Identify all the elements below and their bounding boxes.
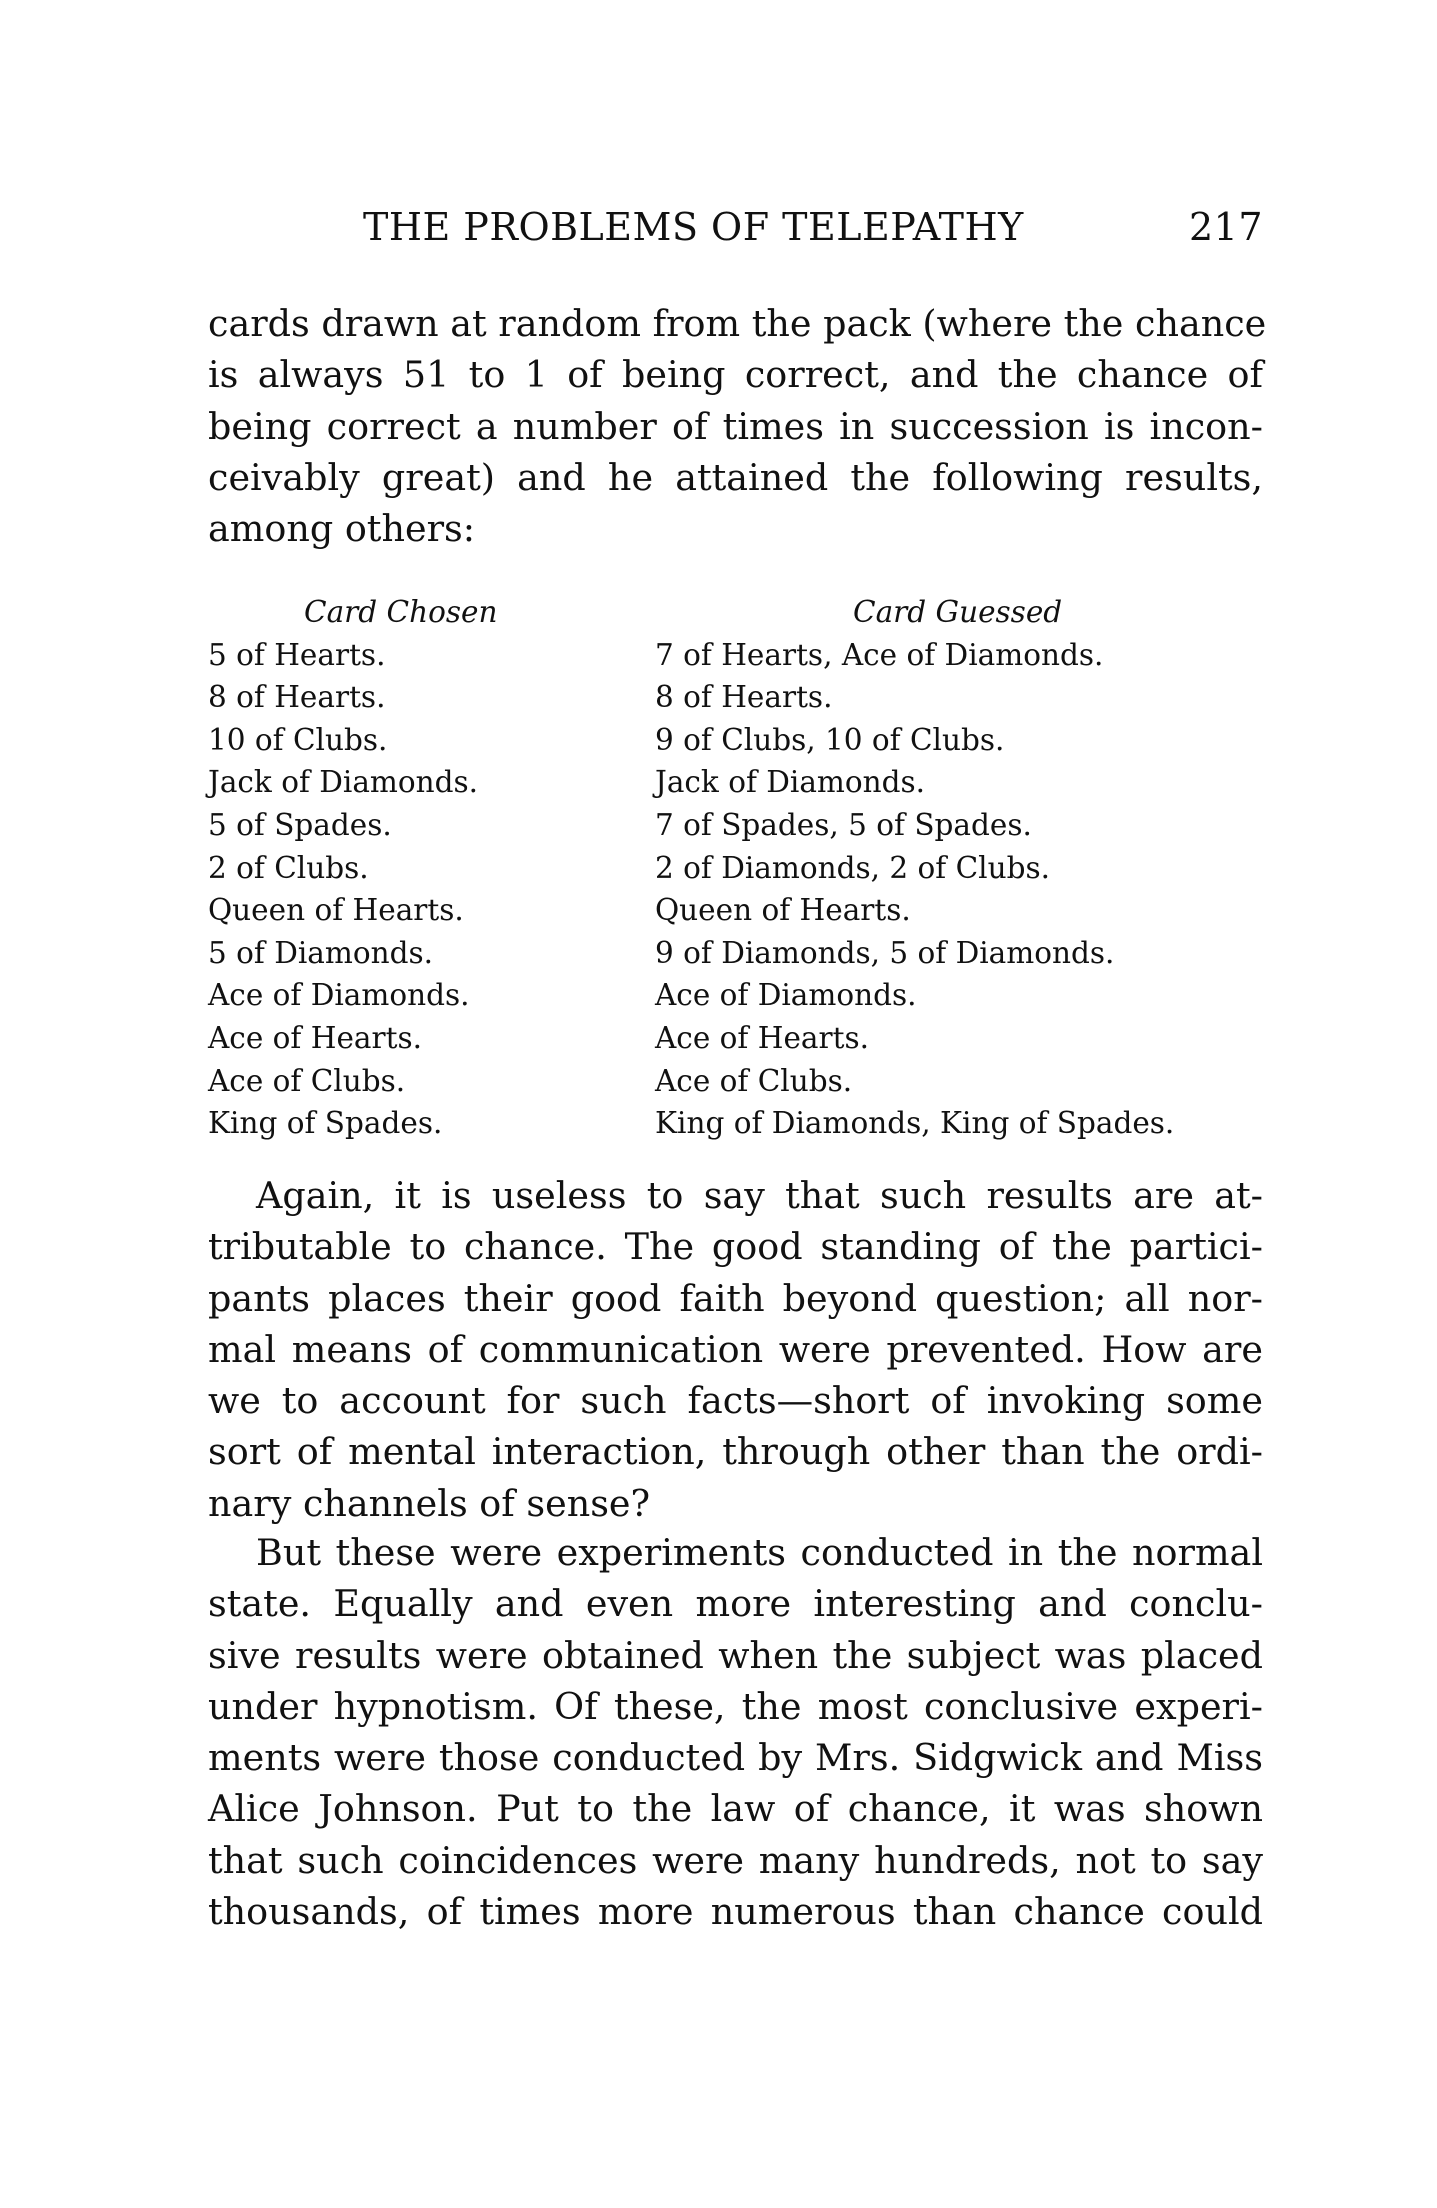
- card-guessed-cell: Jack of Diamonds.: [655, 765, 926, 800]
- card-guessed-cell: 9 of Clubs, 10 of Clubs.: [655, 722, 1005, 757]
- card-guessed-cell: Ace of Diamonds.: [655, 978, 917, 1013]
- paragraph-line: sort of mental interaction, through other than the ordi-: [208, 1430, 1263, 1474]
- card-guessed-cell: 2 of Diamonds, 2 of Clubs.: [655, 850, 1050, 885]
- running-head: [208, 205, 1263, 265]
- table-row: [208, 974, 1268, 1017]
- table-row: [208, 761, 1268, 804]
- paragraph-line: Again, it is useless to say that such results are at-: [256, 1174, 1263, 1217]
- card-chosen-cell: Queen of Hearts.: [208, 893, 464, 928]
- paragraph-line: among others:: [208, 507, 476, 551]
- paragraph-line: being correct a number of times in succession is incon-: [208, 404, 1263, 448]
- paragraph-line: tributable to chance. The good standing of the partici-: [208, 1225, 1263, 1269]
- card-chosen-cell: Ace of Clubs.: [208, 1063, 406, 1098]
- card-guessed-cell: Ace of Hearts.: [655, 1020, 869, 1055]
- paragraph-line: Alice Johnson. Put to the law of chance, it was shown: [208, 1787, 1263, 1831]
- table-header-row: [208, 591, 1268, 634]
- table-row: [208, 1102, 1268, 1145]
- column-header-card-guessed: Card Guessed: [853, 595, 1063, 629]
- paragraph-line: under hypnotism. Of these, the most conclusive experi-: [208, 1684, 1263, 1728]
- card-results-table: [208, 591, 1268, 1145]
- paragraph-2: [208, 1170, 1263, 1529]
- table-row: [208, 719, 1268, 762]
- paragraph-line: that such coincidences were many hundreds, not to say: [208, 1838, 1263, 1882]
- page-number: 217: [1188, 205, 1263, 249]
- table-row: [208, 1017, 1268, 1060]
- paragraph-line: ceivably great) and he attained the following results,: [208, 455, 1263, 499]
- paragraph-line: we to account for such facts—short of invoking some: [208, 1379, 1263, 1423]
- table-row: [208, 932, 1268, 975]
- table-row: [208, 847, 1268, 890]
- table-row: [208, 889, 1268, 932]
- paragraph-line: is always 51 to 1 of being correct, and the chance of: [208, 353, 1263, 397]
- paragraph-line: mal means of communication were prevented. How are: [208, 1327, 1263, 1371]
- card-chosen-cell: Ace of Diamonds.: [208, 978, 470, 1013]
- card-chosen-cell: 10 of Clubs.: [208, 722, 388, 757]
- running-title: THE PROBLEMS OF TELEPATHY: [363, 205, 1024, 249]
- card-chosen-cell: 8 of Hearts.: [208, 680, 386, 715]
- table-row: [208, 634, 1268, 677]
- paragraph-line: ments were those conducted by Mrs. Sidgwick and Miss: [208, 1736, 1263, 1780]
- card-guessed-cell: 9 of Diamonds, 5 of Diamonds.: [655, 935, 1115, 970]
- paragraph-line: state. Equally and even more interesting and conclu-: [208, 1582, 1263, 1626]
- paragraph-line: But these were experiments conducted in the normal: [256, 1531, 1263, 1574]
- column-header-card-chosen: Card Chosen: [304, 595, 498, 629]
- card-chosen-cell: 5 of Diamonds.: [208, 935, 434, 970]
- card-chosen-cell: Ace of Hearts.: [208, 1020, 422, 1055]
- paragraph-line: sive results were obtained when the subject was placed: [208, 1633, 1263, 1677]
- card-guessed-cell: 7 of Spades, 5 of Spades.: [655, 807, 1032, 842]
- table-row: [208, 804, 1268, 847]
- card-guessed-cell: 7 of Hearts, Ace of Diamonds.: [655, 637, 1104, 672]
- card-guessed-cell: Ace of Clubs.: [655, 1063, 853, 1098]
- card-guessed-cell: 8 of Hearts.: [655, 680, 833, 715]
- card-guessed-cell: Queen of Hearts.: [655, 893, 911, 928]
- paragraph-1: [208, 298, 1267, 554]
- paragraph-line: cards drawn at random from the pack (where the chance: [208, 302, 1267, 345]
- card-chosen-cell: Jack of Diamonds.: [208, 765, 479, 800]
- paragraph-line: thousands, of times more numerous than chance could: [208, 1890, 1263, 1934]
- card-chosen-cell: 2 of Clubs.: [208, 850, 369, 885]
- paragraph-line: nary channels of sense?: [208, 1481, 651, 1525]
- card-chosen-cell: King of Spades.: [208, 1106, 443, 1141]
- paragraph-3: [208, 1527, 1263, 1937]
- card-chosen-cell: 5 of Spades.: [208, 807, 392, 842]
- paragraph-line: pants places their good faith beyond question; all nor-: [208, 1276, 1263, 1320]
- table-row: [208, 676, 1268, 719]
- card-guessed-cell: King of Diamonds, King of Spades.: [655, 1106, 1175, 1141]
- table-row: [208, 1060, 1268, 1103]
- card-chosen-cell: 5 of Hearts.: [208, 637, 386, 672]
